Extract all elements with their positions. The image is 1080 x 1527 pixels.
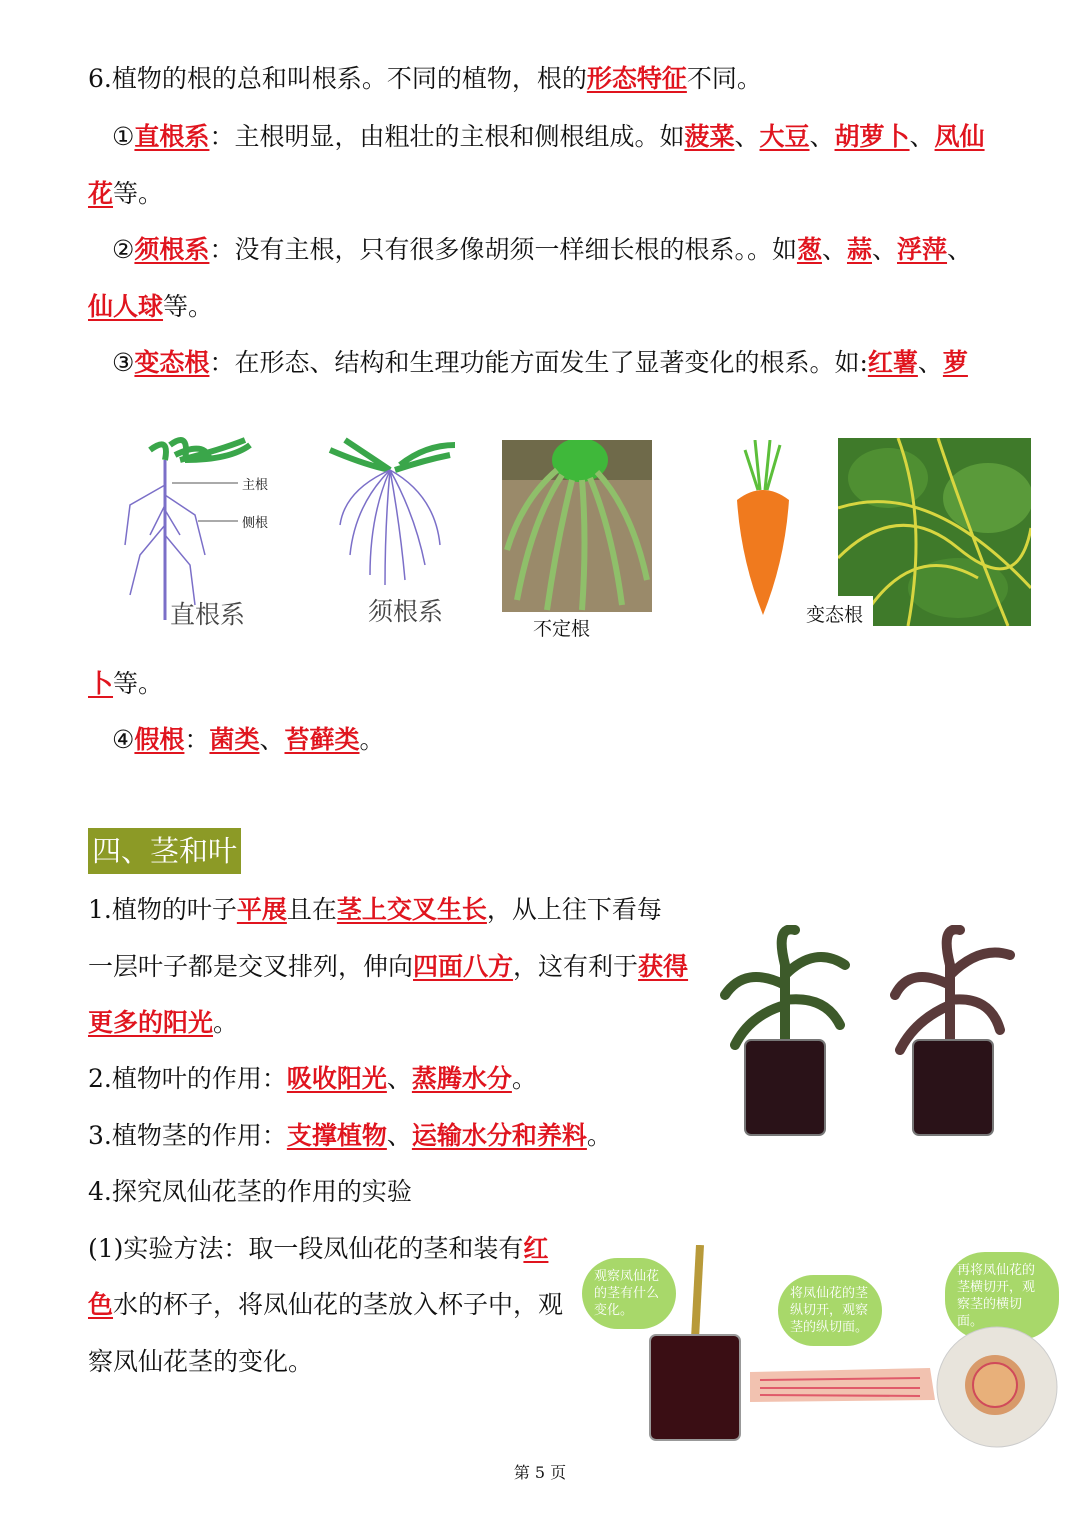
taproot-label-lateral: 侧根	[242, 516, 269, 531]
page-number: 第 5 页	[513, 1463, 567, 1482]
stem-cross-section	[935, 1325, 1060, 1450]
paragraph-leaf-arrangement-2: 一层叶子都是交叉排列，伸向四面八方，这有利于获得	[88, 952, 689, 981]
carrot-photo	[725, 440, 800, 618]
plants-in-beakers-photo	[715, 925, 1025, 1140]
adventitious-root-caption: 不定根	[527, 612, 596, 643]
paragraph-modified: ③变态根：在形态、结构和生理功能方面发生了显著变化的根系。如:红薯、萝	[112, 348, 968, 377]
adventitious-root-photo	[502, 440, 652, 612]
paragraph-stem-function: 3.植物茎的作用：支撑植物、运输水分和养料。	[88, 1121, 612, 1150]
paragraph-root-system: 6.植物的根的总和叫根系。不同的植物，根的形态特征不同。	[88, 64, 762, 93]
stem-longitudinal-section	[750, 1360, 935, 1410]
taproot-label-main: 主根	[242, 478, 269, 493]
section-title-stem-leaf: 四、茎和叶	[88, 828, 241, 874]
experiment-bubble-cross: 再将凤仙花的茎横切开，观察茎的横切面。	[945, 1252, 1059, 1340]
fibrous-root-caption: 须根系	[368, 597, 444, 626]
paragraph-taproot: ①直根系：主根明显，由粗壮的主根和侧根组成。如菠菜、大豆、胡萝卜、凤仙	[112, 122, 985, 151]
modified-root-caption: 变态根	[796, 596, 873, 631]
experiment-bubble-observe: 观察凤仙花的茎有什么变化。	[582, 1258, 676, 1329]
paragraph-false-root: ④假根：菌类、苔藓类。	[112, 725, 385, 754]
fibrous-root-diagram	[325, 435, 460, 595]
paragraph-taproot-cont: 花等。	[88, 179, 164, 208]
paragraph-experiment-method-3: 察凤仙花茎的变化。	[88, 1347, 314, 1376]
beaker-with-stem-illustration	[640, 1245, 750, 1445]
paragraph-leaf-arrangement-3: 更多的阳光。	[88, 1008, 239, 1037]
paragraph-experiment-method: (1)实验方法：取一段凤仙花的茎和装有红	[88, 1234, 549, 1263]
taproot-caption: 直根系	[170, 600, 246, 629]
paragraph-experiment-title: 4.探究凤仙花茎的作用的实验	[88, 1177, 412, 1206]
paragraph-experiment-method-2: 色水的杯子，将凤仙花的茎放入杯子中，观	[88, 1290, 564, 1319]
experiment-bubble-longitudinal: 将凤仙花的茎纵切开，观察茎的纵切面。	[778, 1275, 882, 1346]
paragraph-leaf-arrangement: 1.植物的叶子平展且在茎上交叉生长，从上往下看每	[88, 895, 662, 924]
paragraph-modified-cont: 卜等。	[88, 669, 164, 698]
paragraph-fibrous-cont: 仙人球等。	[88, 292, 214, 321]
paragraph-fibrous: ②须根系：没有主根，只有很多像胡须一样细长根的根系。。如葱、蒜、浮萍、	[112, 235, 973, 264]
paragraph-leaf-function: 2.植物叶的作用：吸收阳光、蒸腾水分。	[88, 1064, 537, 1093]
